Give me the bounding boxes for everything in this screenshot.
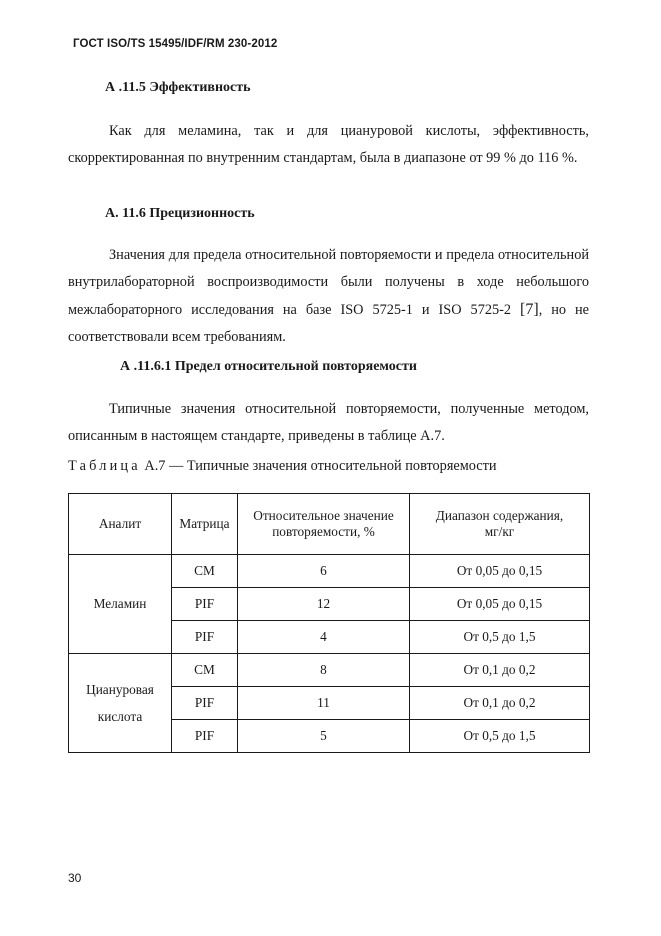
value-cell: 6 xyxy=(238,555,410,588)
section-heading-a-11-6-1: А .11.6.1 Предел относительной повторяемости xyxy=(120,359,417,374)
matrix-cell: PIF xyxy=(172,720,238,753)
paragraph-precision-tail: , но не соответствовали всем требованиям. xyxy=(68,302,589,345)
table-row xyxy=(69,654,590,687)
reference-link[interactable]: [7] xyxy=(520,301,539,318)
range-cell: От 0,5 до 1,5 xyxy=(410,621,590,654)
value-cell: 4 xyxy=(238,621,410,654)
matrix-cell: PIF xyxy=(172,687,238,720)
table-caption-text: А.7 — Типичные значения относительной повторяемости xyxy=(140,458,497,474)
matrix-cell: CM xyxy=(172,654,238,687)
matrix-cell: PIF xyxy=(172,588,238,621)
table-caption-label: Таблица xyxy=(68,458,141,474)
matrix-cell: PIF xyxy=(172,621,238,654)
matrix-cell: CM xyxy=(172,555,238,588)
paragraph-efficiency: Как для меламина, так и для циануровой кислоты, эффективность, скорректированная по внутренним стандартам, была в диапазоне от 99 % до 116 %. xyxy=(68,123,589,166)
header-value: Относительное значение повторяемости, % xyxy=(238,494,410,555)
value-cell: 12 xyxy=(238,588,410,621)
range-cell: От 0,1 до 0,2 xyxy=(410,654,590,687)
repeatability-table xyxy=(68,493,590,753)
analyte-cell: Циануровая кислота xyxy=(69,654,172,753)
table-header-row xyxy=(69,494,590,555)
range-cell: От 0,5 до 1,5 xyxy=(410,720,590,753)
page-number: 30 xyxy=(68,871,82,885)
header-range: Диапазон содержания, мг/кг xyxy=(410,494,590,555)
header-matrix: Матрица xyxy=(172,494,238,555)
range-cell: От 0,05 до 0,15 xyxy=(410,555,590,588)
paragraph-precision-text: Значения для предела относительной повторяемости и предела относительной внутрилабораторной воспроизводимости были получены в ходе небольшого межлабораторного исследования на базе ISO 5725-1 и ISO 5725-2 xyxy=(68,247,589,318)
value-cell: 5 xyxy=(238,720,410,753)
paragraph-repeatability: Типичные значения относительной повторяемости, полученные методом, описанным в настоящем стандарте, приведены в таблице А.7. xyxy=(68,401,589,444)
table-row xyxy=(69,555,590,588)
table-caption xyxy=(68,458,497,475)
section-heading-a-11-6: А. 11.6 Прецизионность xyxy=(105,206,255,221)
analyte-cell: Меламин xyxy=(69,555,172,654)
document-header: ГОСТ ISO/TS 15495/IDF/RM 230-2012 xyxy=(73,38,278,50)
header-analyte: Аналит xyxy=(69,494,172,555)
range-cell: От 0,05 до 0,15 xyxy=(410,588,590,621)
paragraph-precision xyxy=(68,242,589,351)
value-cell: 11 xyxy=(238,687,410,720)
range-cell: От 0,1 до 0,2 xyxy=(410,687,590,720)
value-cell: 8 xyxy=(238,654,410,687)
section-heading-a-11-5: А .11.5 Эффективность xyxy=(105,80,251,95)
